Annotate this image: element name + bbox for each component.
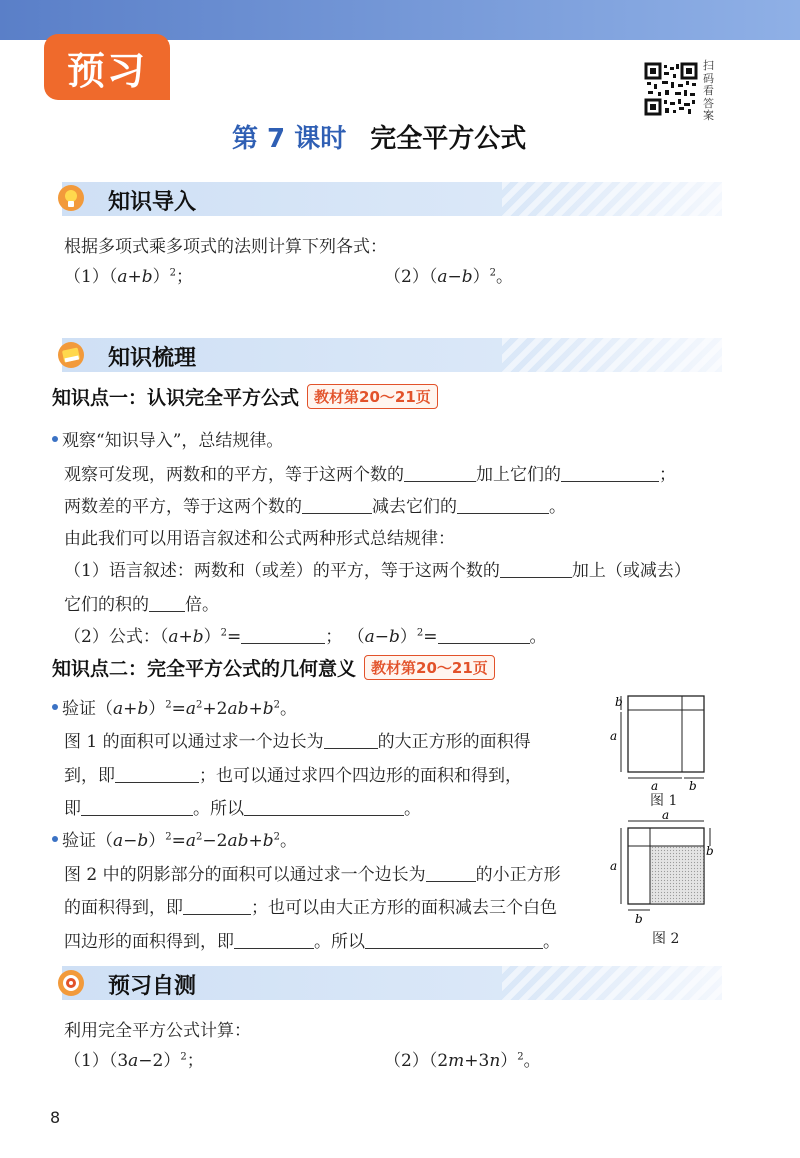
answer-blank[interactable] [234, 932, 314, 949]
verify-2-line-2: 的面积得到，即 ；也可以由大正方形的面积减去三个白色 [64, 898, 557, 918]
section1-intro: 根据多项式乘多项式的法则计算下列各式： [64, 237, 387, 257]
answer-blank[interactable] [244, 799, 404, 816]
bullet-icon [52, 436, 58, 442]
observe-line: 观察“知识导入”，总结规律。 [52, 426, 283, 451]
section3-intro: 利用完全平方公式计算： [64, 1021, 251, 1041]
target-icon [56, 968, 86, 998]
verify-2-line-3: 四边形的面积得到，即 。所以 。 [64, 932, 560, 952]
answer-blank[interactable] [500, 561, 572, 578]
section-title: 预习自测 [108, 974, 197, 999]
kp2-title: 知识点二：完全平方公式的几何意义 [52, 658, 357, 680]
verify-1-line-1: 图 1 的面积可以通过求一个边长为 的大正方形的面积得 [64, 732, 531, 752]
answer-blank[interactable] [81, 799, 193, 816]
book-icon [56, 340, 86, 370]
knowledge-point-2 [52, 654, 495, 681]
qr-code-icon[interactable] [644, 62, 698, 116]
kp1-title: 知识点一：认识完全平方公式 [52, 387, 300, 409]
bullet-icon [52, 704, 58, 710]
fill-line-4: 它们的积的 倍。 [64, 595, 219, 615]
svg-text:a: a [610, 859, 618, 873]
section-title: 知识梳理 [108, 346, 197, 371]
fill-line-3: （1）语言叙述：两数和（或差）的平方，等于这两个数的 加上（或减去） [64, 561, 691, 581]
verify-2-heading: 验证$(a-b)^2=a^2-2ab+b^2$。 [52, 826, 297, 851]
lesson-number: 第 7 课时 [232, 124, 347, 154]
figure-2-caption: 图 2 [652, 931, 680, 947]
lesson-heading [232, 118, 526, 155]
svg-text:b: b [689, 779, 697, 790]
formula-line: （2）公式：$(a+b)^2=$ ； $(a-b)^2=$ 。 [64, 627, 547, 647]
answer-blank[interactable] [302, 497, 372, 514]
svg-text:b: b [706, 844, 714, 858]
answer-blank[interactable] [457, 497, 549, 514]
figure-2-diagram [606, 810, 716, 926]
answer-blank[interactable] [365, 932, 543, 949]
preview-tag-label: 预习 [66, 49, 147, 93]
textbook-page-badge: 教材第20～21页 [307, 384, 438, 409]
page-number: 8 [50, 1108, 61, 1127]
answer-blank[interactable] [324, 732, 378, 749]
answer-blank[interactable] [183, 898, 251, 915]
svg-text:a: a [610, 729, 618, 743]
lightbulb-icon [56, 184, 86, 214]
answer-blank[interactable] [115, 766, 199, 783]
svg-text:b: b [615, 695, 623, 709]
verify-1-heading: 验证$(a+b)^2=a^2+2ab+b^2$。 [52, 694, 297, 719]
section1-question-2: $(2)(a-b)^2$。 [384, 267, 513, 287]
svg-text:b: b [635, 912, 643, 926]
section3-question-2: $(2)(2m+3n)^2$。 [384, 1051, 541, 1071]
svg-text:a: a [662, 810, 670, 822]
answer-blank[interactable] [149, 595, 185, 612]
summary-line: 由此我们可以用语言叙述和公式两种形式总结规律： [64, 529, 455, 549]
textbook-page-badge: 教材第20～21页 [364, 655, 495, 680]
lesson-title: 完全平方公式 [370, 124, 527, 154]
verify-2-line-1: 图 2 中的阴影部分的面积可以通过求一个边长为 的小正方形 [64, 865, 561, 885]
knowledge-point-1 [52, 383, 438, 410]
fill-line-2: 两数差的平方，等于这两个数的 减去它们的 。 [64, 497, 566, 517]
figure-1-caption: 图 1 [650, 793, 678, 809]
qr-caption: 扫码看答案 [703, 59, 714, 122]
section-header-knowledge-intro [62, 182, 722, 216]
section-title: 知识导入 [108, 190, 197, 215]
bullet-icon [52, 836, 58, 842]
answer-blank[interactable] [438, 627, 530, 644]
answer-blank[interactable] [404, 465, 476, 482]
section-header-knowledge-summary [62, 338, 722, 372]
answer-blank[interactable] [561, 465, 659, 482]
answer-blank[interactable] [426, 865, 476, 882]
fill-line-1: 观察可发现，两数和的平方，等于这两个数的 加上它们的 ； [64, 465, 676, 485]
figure-1-diagram [606, 690, 712, 790]
section3-question-1: $(1)(3a-2)^2$； [64, 1051, 204, 1071]
section1-question-1: $(1)(a+b)^2$； [64, 267, 193, 287]
verify-1-line-3: 即 。所以 。 [64, 799, 421, 819]
answer-blank[interactable] [241, 627, 325, 644]
verify-1-line-2: 到，即 ；也可以通过求四个四边形的面积和得到， [64, 766, 522, 786]
svg-text:a: a [651, 779, 659, 790]
section-header-preview-test [62, 966, 722, 1000]
